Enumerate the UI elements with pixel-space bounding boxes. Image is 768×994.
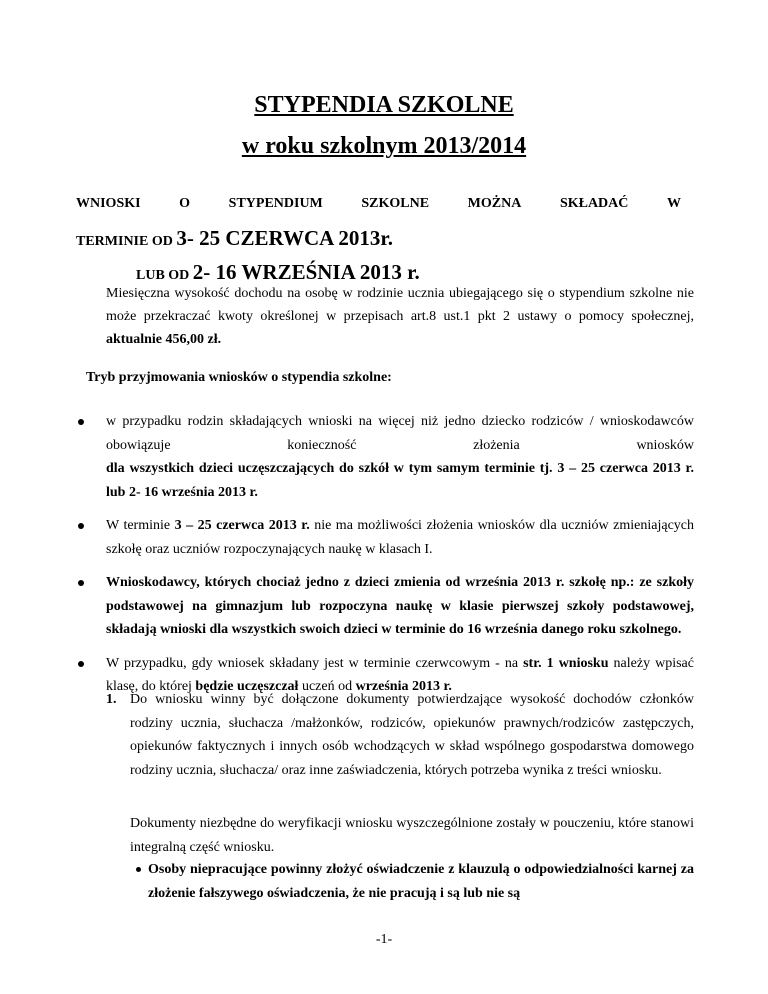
list-item	[148, 858, 694, 905]
intro-word: STYPENDIUM	[228, 196, 323, 211]
income-paragraph	[106, 282, 694, 351]
rules-list	[106, 410, 694, 709]
document-title: STYPENDIA SZKOLNE	[254, 92, 514, 118]
bullet-2-bold: 3 – 25 czerwca 2013 r.	[174, 518, 310, 533]
sub-list	[148, 858, 694, 905]
page-number: -1-	[375, 932, 393, 947]
documents-paragraph: Dokumenty niezbędne do weryfikacji wniosku wyszczególnione zostały w pouczeniu, które stanowi integralną część wniosku.	[130, 816, 694, 855]
list-item	[106, 410, 694, 504]
bullet-icon	[78, 419, 84, 425]
bullet-3-text: Wnioskodawcy, których chociaż jedno z dzieci zmienia od września 2013 r. szkołę np.: ze szkoły podstawowej na gimnazjum lub rozpoczyna naukę w klasie pierwszej szkoły podstawowej, składają wnioski dla wszystkich swoich dzieci w terminie do 16 września danego roku szkolnego.	[106, 575, 694, 637]
list-item	[106, 514, 694, 561]
intro-word: O	[179, 196, 191, 211]
termin-dates: 3- 25 CZERWCA 2013r.	[176, 226, 394, 250]
document-subtitle: w roku szkolnym 2013/2014	[241, 133, 527, 159]
income-amount: aktualnie 456,00 zł.	[106, 332, 222, 347]
bullet-icon	[78, 523, 84, 529]
lub-label: LUB OD	[136, 268, 190, 283]
intro-word: MOŻNA	[467, 196, 522, 211]
bullet-icon	[136, 867, 141, 872]
bullet-4-f: września 2013 r.	[355, 679, 452, 694]
bullet-4-b: str. 1 wniosku	[523, 655, 609, 671]
income-text: Miesięczna wysokość dochodu na osobę w rodzinie ucznia ubiegającego się o stypendium szkolne nie może przekraczać kwoty określonej w przepisach art.8 ust.1 pkt 2 ustawy o pomocy społecznej,	[106, 286, 694, 324]
bullet-1-text: w przypadku rodzin składających wnioski na więcej niż jedno dziecko rodziców / wnioskodawców obowiązuje konieczność złożenia wniosków	[106, 414, 694, 453]
intro-word: SKŁADAĆ	[559, 196, 629, 211]
lub-dates: 2- 16 WRZEŚNIA 2013 r.	[192, 260, 420, 284]
bullet-4-c: należy wpisać klasę, do której	[106, 655, 694, 694]
termin-label: TERMINIE OD	[76, 234, 173, 249]
list-item	[106, 571, 694, 642]
bullet-4-d: będzie uczęszczał	[195, 679, 299, 694]
bullet-2-pre: W terminie	[106, 518, 175, 533]
section-heading: Tryb przyjmowania wniosków o stypendia szkolne:	[86, 370, 392, 385]
intro-word: SZKOLNE	[361, 196, 430, 211]
intro-line	[76, 196, 681, 212]
intro-word: W	[667, 196, 681, 211]
list-item	[106, 688, 694, 782]
sub-item-1-text: Osoby niepracujące powinny złożyć oświadczenie z klauzulą o odpowiedzialności karnej za złożenie fałszywego oświadczenia, że nie pracują i są lub nie są	[148, 862, 694, 901]
item-number: 1.	[106, 692, 117, 707]
intro-word: WNIOSKI	[76, 196, 141, 211]
bullet-4-a: W przypadku, gdy wniosek składany jest w terminie czerwcowym - na	[106, 655, 524, 671]
termin-line	[76, 226, 393, 251]
item-1-text: Do wniosku winny być dołączone dokumenty potwierdzające wysokość dochodów członków rodziny ucznia, słuchacza /małżonków, rodziców, opiekunów prawnych/rodziców zastępczych, opiekunów faktycznych i innych osób wchodzących w skład wspólnego gospodarstwa domowego rodziny ucznia, słuchacza/ oraz inne zaświadczenia, których potrzeba wynika z treści wniosku.	[130, 692, 694, 778]
bullet-2-post: nie ma możliwości złożenia wniosków dla uczniów zmieniających szkołę oraz uczniów rozpoczynających naukę w klasach I.	[106, 518, 694, 557]
bullet-4-e: uczeń od	[298, 679, 356, 694]
bullet-icon	[78, 580, 84, 586]
bullet-icon	[78, 661, 84, 667]
bullet-1-bold: dla wszystkich dzieci uczęszczających do szkół w tym samym terminie tj. 3 – 25 czerwca 2013 r. lub 2- 16 września 2013 r.	[106, 461, 694, 500]
numbered-list	[106, 688, 694, 782]
